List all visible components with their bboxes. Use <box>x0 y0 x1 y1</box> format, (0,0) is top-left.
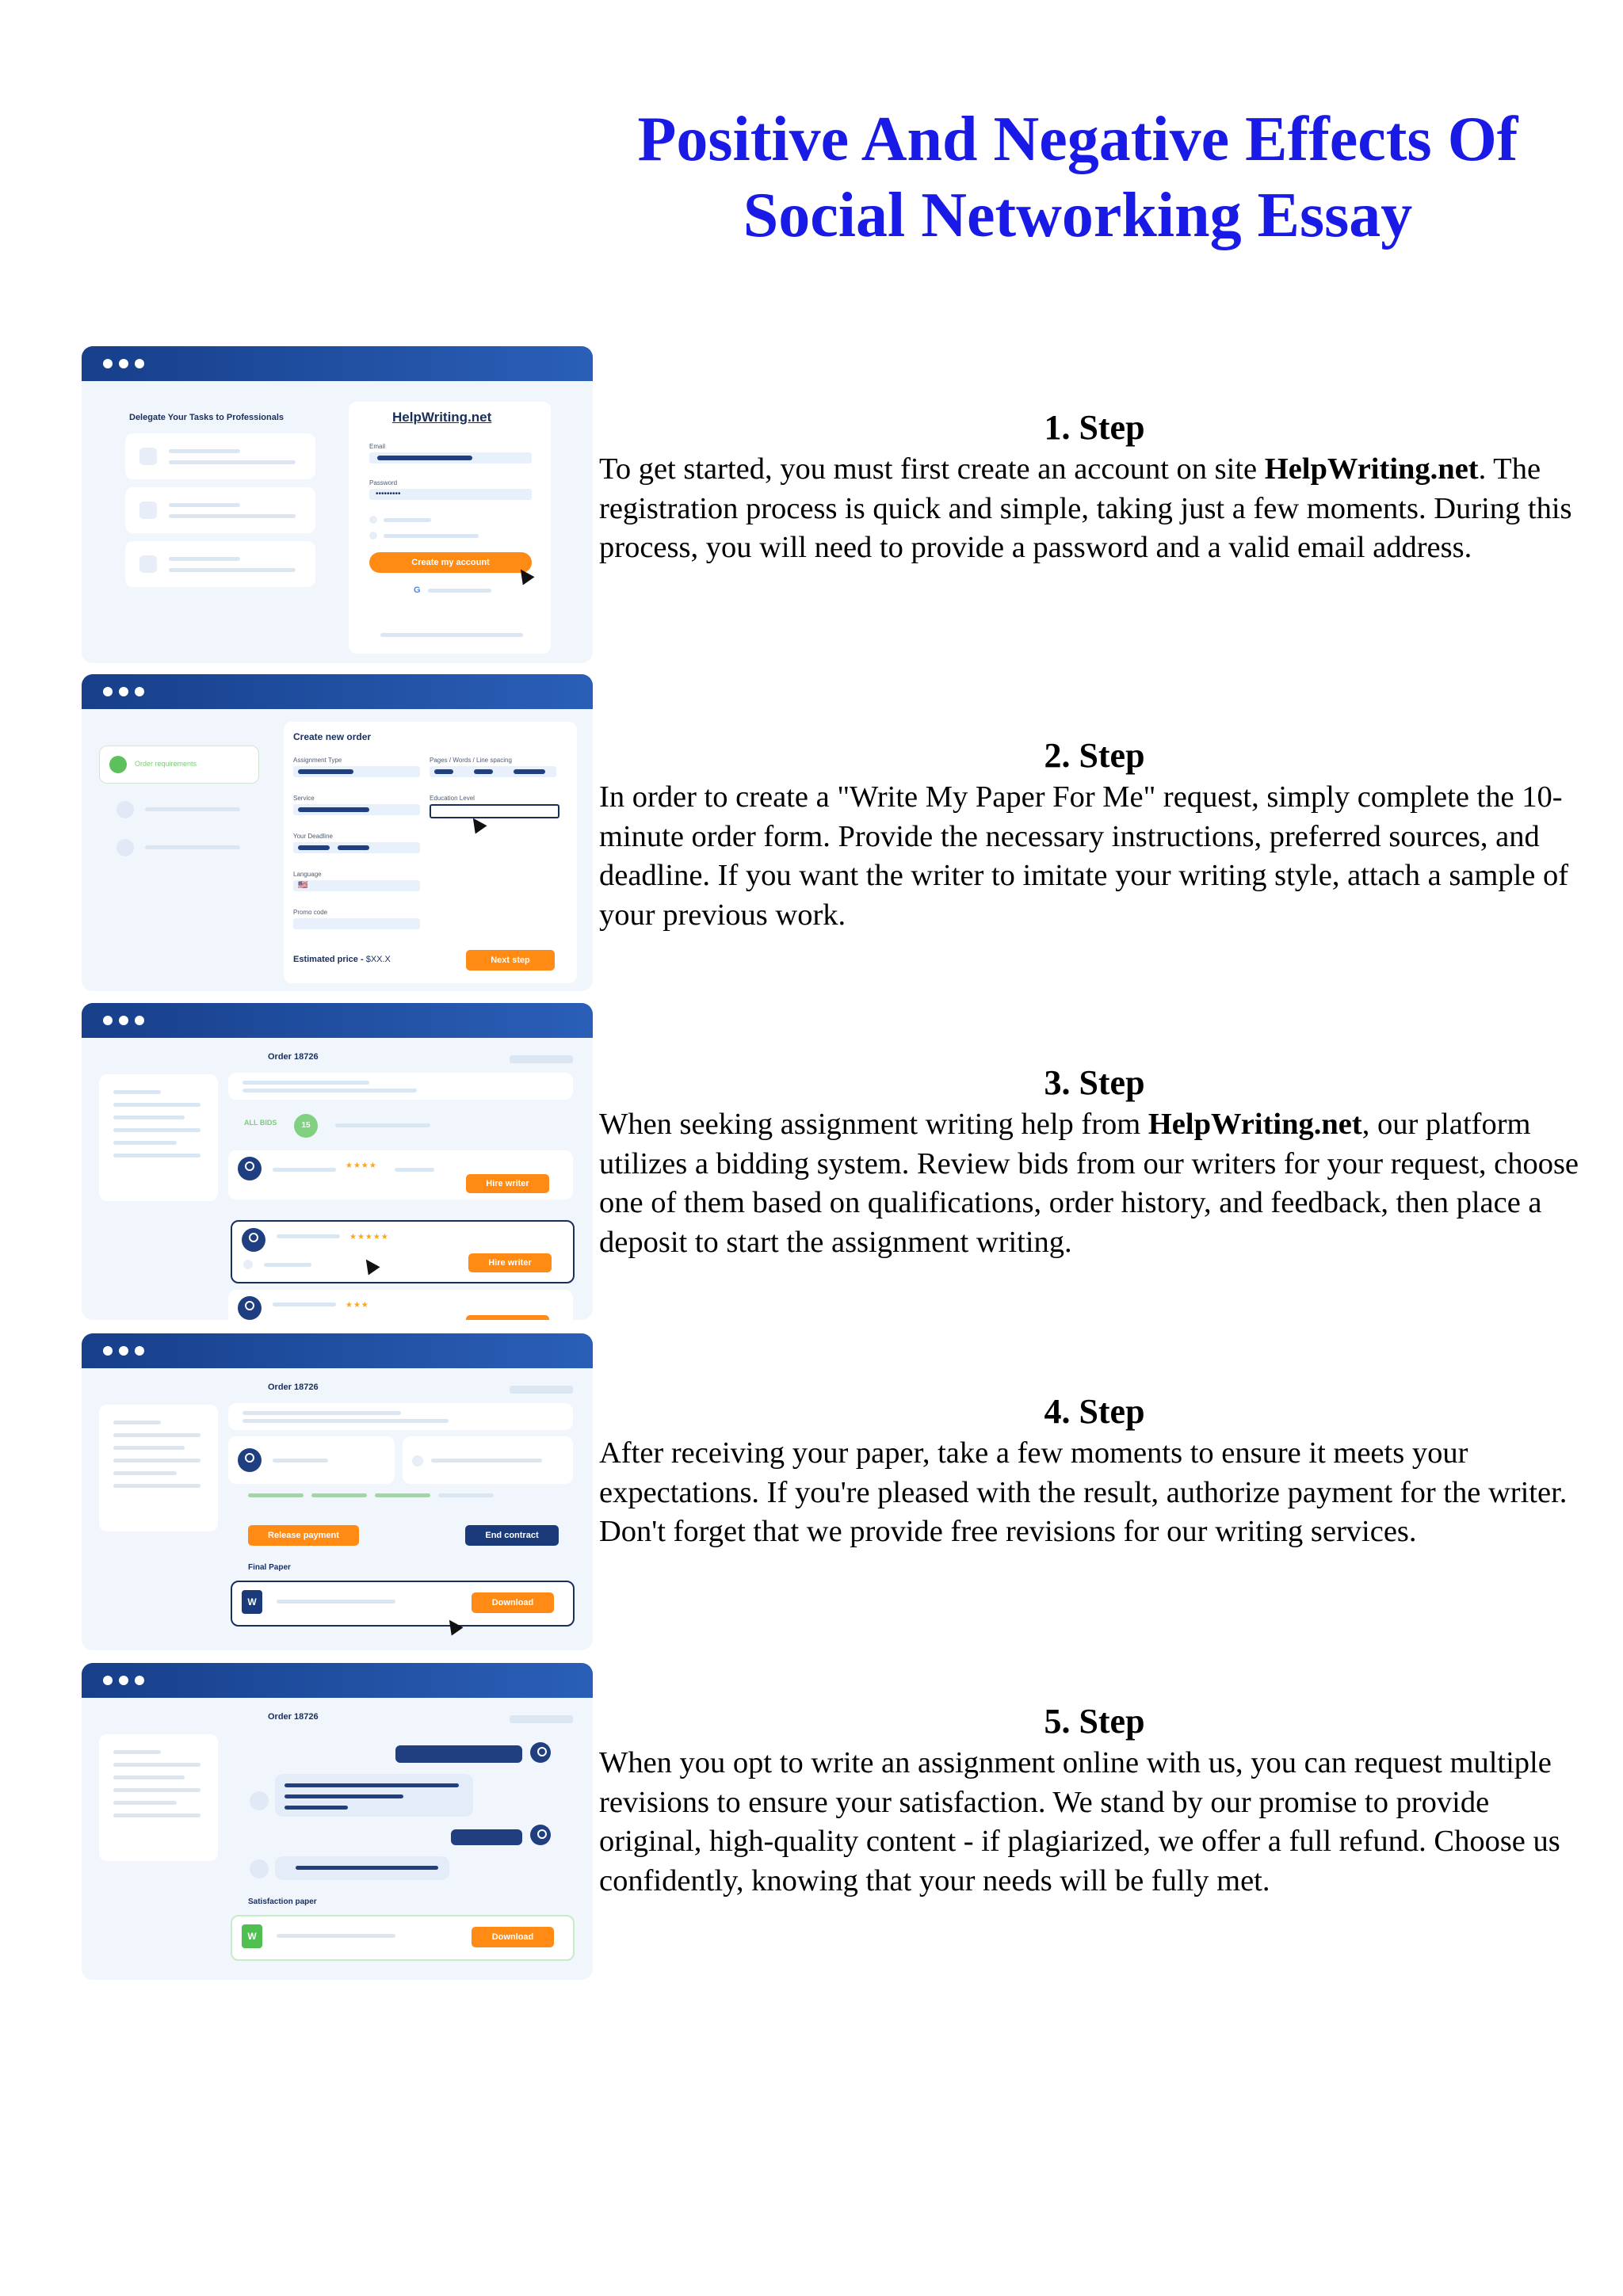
brand-link[interactable]: HelpWriting.net <box>1264 452 1479 486</box>
next-step-button[interactable]: Next step <box>466 950 555 971</box>
pages-field[interactable] <box>430 766 556 777</box>
step-1-body: To get started, you must first create an account on site HelpWriting.net. The registration process is quick and simple, taking just a few moments. During this process, you will need to provide a password and a valid email address. <box>599 452 1572 564</box>
user-avatar <box>530 1825 551 1845</box>
step-2-body: In order to create a "Write My Paper For Me" request, simply complete the 10-minute order form. Provide the necessary instructions, preferred sources, and deadline. If you want the writer to imitate your writing style, attach a sample of your previous work. <box>599 780 1569 932</box>
window-titlebar <box>82 1663 593 1698</box>
writer-avatar <box>242 1228 265 1252</box>
feature-card <box>125 433 315 479</box>
google-icon[interactable]: G <box>414 585 421 595</box>
order-number: Order 18726 <box>268 1712 319 1722</box>
window-titlebar <box>82 346 593 381</box>
window-dot <box>135 359 144 368</box>
language-label: Language <box>293 871 322 878</box>
writer-avatar <box>238 1448 262 1472</box>
step-3 <box>599 1062 1590 1262</box>
step-5-body: When you opt to write an assignment online with us, you can request multiple revisions to ensure your satisfaction. We stand by our promise to provide original, high-quality content - if plagiarized, we offer a full refund. Choose us confidently, knowing that your needs will be fully met. <box>599 1746 1560 1897</box>
final-paper-row <box>231 1581 575 1627</box>
rating-stars: ★★★★ <box>346 1161 377 1170</box>
writer-avatar <box>238 1296 262 1320</box>
delegate-heading: Delegate Your Tasks to Professionals <box>129 413 285 422</box>
create-order-form <box>284 722 577 983</box>
chat-bubble-outgoing <box>395 1745 522 1763</box>
signup-form <box>349 402 551 654</box>
step-4 <box>599 1391 1590 1552</box>
promo-code-label: Promo code <box>293 909 328 916</box>
step-4-heading: 4. Step <box>1044 1392 1145 1431</box>
download-button[interactable]: Download <box>472 1927 554 1947</box>
password-mask: ••••••••• <box>376 490 401 498</box>
word-doc-icon: W <box>242 1924 262 1948</box>
assignment-type-label: Assignment Type <box>293 757 342 764</box>
step-3-body: When seeking assignment writing help from HelpWriting.net, our platform utilizes a bidding system. Review bids from our writers for your request, choose one of them based on qualifications, order history, and feedback, then place a deposit to start the assignment writing. <box>599 1108 1579 1259</box>
download-button[interactable]: Download <box>472 1592 554 1613</box>
order-sidebar <box>99 1405 218 1531</box>
page-title: Positive And Negative Effects Of Social Networking Essay <box>637 105 1518 250</box>
step-2 <box>599 735 1590 935</box>
order-sidebar <box>99 1074 218 1201</box>
end-contract-button[interactable]: End contract <box>465 1525 559 1546</box>
window-dot <box>103 359 113 368</box>
bid-row <box>228 1290 573 1320</box>
step-5 <box>599 1701 1590 1901</box>
writer-avatar <box>238 1157 262 1180</box>
word-doc-icon: W <box>242 1590 262 1614</box>
window-titlebar <box>82 674 593 709</box>
step-5-heading: 5. Step <box>1044 1702 1145 1741</box>
release-payment-button[interactable]: Release payment <box>248 1525 359 1546</box>
deadline-field[interactable] <box>293 842 420 853</box>
step-2-screenshot <box>82 674 593 991</box>
step-3-heading: 3. Step <box>1044 1063 1145 1102</box>
password-field[interactable] <box>369 489 532 500</box>
password-label: Password <box>369 479 398 486</box>
user-avatar <box>530 1742 551 1763</box>
all-bids-label: ALL BIDS <box>244 1119 277 1127</box>
step-2-heading: 2. Step <box>1044 736 1145 775</box>
rating-stars: ★★★ <box>346 1301 369 1310</box>
assignment-type-select[interactable] <box>293 766 420 777</box>
writer-card <box>228 1436 395 1484</box>
chat-bubble-outgoing <box>451 1829 522 1845</box>
deadline-label: Your Deadline <box>293 833 333 840</box>
feature-card <box>125 487 315 533</box>
step-4-screenshot <box>82 1333 593 1650</box>
chat-bubble-attachment <box>275 1856 449 1880</box>
email-label: Email <box>369 443 386 450</box>
window-titlebar <box>82 1333 593 1368</box>
bids-count-badge: 15 <box>294 1114 318 1138</box>
hire-writer-button[interactable]: Hire writer <box>468 1253 552 1272</box>
order-number: Order 18726 <box>268 1383 319 1392</box>
step-3-screenshot <box>82 1003 593 1320</box>
helpwriting-logo: HelpWriting.net <box>392 410 492 425</box>
satisfaction-paper-row <box>231 1915 575 1961</box>
brand-link[interactable]: HelpWriting.net <box>1148 1108 1362 1141</box>
window-dot <box>119 359 128 368</box>
bid-row <box>228 1150 573 1199</box>
create-account-button[interactable]: Create my account <box>369 552 532 573</box>
bid-row-selected <box>231 1220 575 1283</box>
order-summary <box>228 1073 573 1100</box>
service-select[interactable] <box>293 804 420 815</box>
chat-bubble-incoming <box>275 1774 473 1817</box>
create-order-heading: Create new order <box>293 731 372 742</box>
order-number: Order 18726 <box>268 1052 319 1062</box>
step-5-screenshot <box>82 1663 593 1980</box>
language-select[interactable] <box>293 880 420 891</box>
window-titlebar <box>82 1003 593 1038</box>
step-1 <box>599 407 1590 568</box>
satisfaction-paper-label: Satisfaction paper <box>248 1897 317 1906</box>
feature-card <box>125 541 315 587</box>
order-summary <box>228 1403 573 1430</box>
promo-code-field[interactable] <box>293 918 420 929</box>
hire-writer-button[interactable]: Hire writer <box>466 1174 549 1193</box>
step-1-heading: 1. Step <box>1044 408 1145 447</box>
order-sidebar <box>99 1734 218 1861</box>
step-4-body: After receiving your paper, take a few moments to ensure it meets your expectations. If you're pleased with the result, authorize payment for the writer. Don't forget that we provide free revisions for our writing services. <box>599 1436 1568 1548</box>
education-level-label: Education Level <box>430 795 475 802</box>
rating-stars: ★★★★★ <box>349 1233 389 1241</box>
deadline-card <box>403 1436 573 1484</box>
us-flag-icon: 🇺🇸 <box>298 881 308 890</box>
order-requirements-label: Order requirements <box>135 760 197 768</box>
service-label: Service <box>293 795 315 802</box>
education-level-select[interactable] <box>430 804 559 818</box>
order-steps-item <box>99 746 259 784</box>
step-1-screenshot <box>82 346 593 663</box>
estimated-price: Estimated price - $XX.X <box>293 955 391 964</box>
email-field[interactable] <box>369 452 532 463</box>
pages-words-label: Pages / Words / Line spacing <box>430 757 512 764</box>
final-paper-label: Final Paper <box>248 1563 291 1572</box>
